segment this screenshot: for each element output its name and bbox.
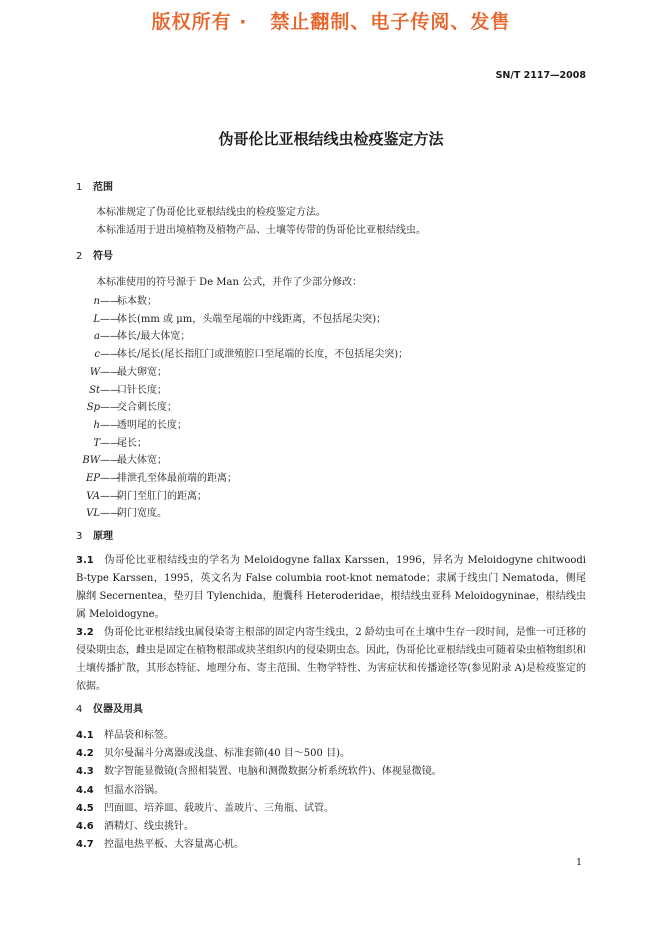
section-title: 仪器及用具 [93,704,143,715]
document-title: 伪哥伦比亚根结线虫检疫鉴定方法 [218,130,444,148]
equipment-item [76,765,442,778]
symbol-description: 体长/最大体宽； [117,331,191,343]
symbol-row [70,454,167,467]
symbol-dash: —— [100,508,120,520]
symbol-dash: —— [100,384,120,396]
section-number: 2 [76,251,83,262]
symbol-description: 尾长； [117,437,147,449]
symbol: VL [86,508,100,520]
symbol-row [70,384,167,397]
symbol-dash: —— [100,331,120,343]
clause-number: 4.3 [76,766,94,778]
standard-code: SN/T 2117—2008 [495,70,586,81]
clause-text: 控温电热平板、大容量离心机。 [104,839,244,851]
section-4-heading [76,703,143,716]
clause-text: 伪哥伦比亚根结线虫的学名为 Meloidogyne fallax Karssen，1996，异名为 Meloidogyne chitwoodi B-type Karssen，1995，英文名为 False columbia root-knot nematode；隶属于线虫门 Nematoda，侧尾腺纲 Secernentea，垫刃目 Tylenchida，胞囊科 Heteroderidae，根结线虫亚科 Meloidogyninae，根结线虫属 Meloidogyne。 [76,555,586,620]
section-3-heading [76,530,113,543]
symbol-description: 交合刺长度； [117,402,177,414]
equipment-item [76,838,244,851]
symbol-row [70,507,167,520]
section-title: 符号 [93,251,113,262]
symbol-description: 阴门至肛门的距离； [117,490,207,502]
clause-text: 贝尔曼漏斗分离器或浅盘、标准套筛(40 目～500 目)。 [104,748,350,760]
clause-3-1 [76,552,586,624]
symbol: a [94,331,100,343]
section-number: 4 [76,704,83,715]
symbol: h [93,419,100,431]
symbol-description: 最大体宽； [117,455,167,467]
symbol-row [70,330,190,343]
paragraph: 本标准适用于进出境植物及植物产品、土壤等传带的伪哥伦比亚根结线虫。 [96,225,426,236]
equipment-item [76,747,350,760]
clause-text: 伪哥伦比亚根结线虫属侵染寄主根部的固定内寄生线虫，2 龄幼虫可在土壤中生存一段时间，是惟一可迁移的侵染期虫态，雌虫是固定在植物根部或块茎组织内的侵染期虫态。因此，伪哥伦比亚根结线虫可随着染虫植物组织和土壤传播扩散，其形态特征、地理分布、寄主范围、生物学特性、为害症状和传播途径等(参见附录 A)是检疫鉴定的依据。 [76,627,586,692]
symbol: n [93,296,100,307]
equipment-item [76,729,174,742]
symbol: Sp [86,402,100,414]
symbol-dash: —— [100,473,120,484]
symbol-description: 阴门宽度。 [117,508,167,520]
section-title: 范围 [93,182,113,193]
symbol-dash: —— [100,419,120,431]
symbol-row [70,437,147,450]
symbol-dash: —— [100,349,120,361]
symbol: T [93,437,100,449]
symbol: BW [82,455,100,467]
symbol: L [93,313,100,325]
equipment-item [76,820,194,833]
symbol-dash: —— [100,490,120,502]
clause-text: 恒温水浴锅。 [104,784,164,796]
section-2-heading [76,250,113,263]
symbol-row [70,348,408,361]
copyright-watermark: 版权所有 · 禁止翻制、电子传阅、发售 [151,11,511,33]
symbol-description: 排泄孔至体最前端的距离； [117,473,237,484]
symbol-row [70,490,207,503]
clause-text: 样品袋和标签。 [104,730,174,741]
symbol-row [70,366,167,379]
symbol-dash: —— [100,437,120,449]
section-number: 1 [76,182,83,193]
symbol-row [70,419,187,432]
section-1-heading [76,181,113,194]
symbol-description: 体长/尾长(尾长指肛门或泄殖腔口至尾端的长度，不包括尾尖突)； [117,349,409,361]
clause-3-2 [76,624,586,696]
symbol-row [70,472,237,485]
symbol-description: 透明尾的长度； [117,419,187,431]
paragraph: 本标准使用的符号源于 De Man 公式，并作了少部分修改： [96,277,363,288]
symbol: c [94,349,100,361]
symbol-dash: —— [100,313,120,325]
page-number: 1 [575,857,582,868]
clause-number: 4.6 [76,821,94,832]
section-title: 原理 [93,531,113,542]
symbol-description: 标本数； [117,296,157,307]
symbol: W [89,366,100,378]
equipment-item [76,784,164,797]
clause-number: 4.2 [76,748,94,760]
clause-number: 4.4 [76,784,94,796]
section-number: 3 [76,531,83,542]
symbol: VA [86,490,100,502]
clause-number: 4.7 [76,839,94,851]
symbol-row [70,401,177,414]
clause-number: 4.1 [76,730,94,741]
symbol-row [70,313,386,326]
clause-number: 3.2 [76,627,94,638]
symbol: EP [85,473,100,484]
symbol-dash: —— [100,296,120,307]
symbol-dash: —— [100,402,120,414]
clause-text: 凹面皿、培养皿、载玻片、盖玻片、三角瓶、试管。 [104,802,334,814]
clause-number: 3.1 [76,555,94,566]
clause-text: 数字智能显微镜(含照相装置、电脑和测微数据分析系统软件)、体视显微镜。 [104,766,442,778]
paragraph: 本标准规定了伪哥伦比亚根结线虫的检疫鉴定方法。 [96,207,326,218]
clause-number: 4.5 [76,802,94,814]
equipment-item [76,802,334,815]
symbol-description: 口针长度； [117,384,167,396]
symbol-dash: —— [100,455,120,467]
symbol-description: 最大卵宽； [117,366,167,378]
symbol-row [70,295,157,308]
symbol-description: 体长(mm 或 μm，头端至尾端的中线距离，不包括尾尖突)； [117,313,387,325]
clause-text: 酒精灯、线虫挑针。 [104,821,194,832]
symbol: St [89,384,100,396]
symbol-dash: —— [100,366,120,378]
